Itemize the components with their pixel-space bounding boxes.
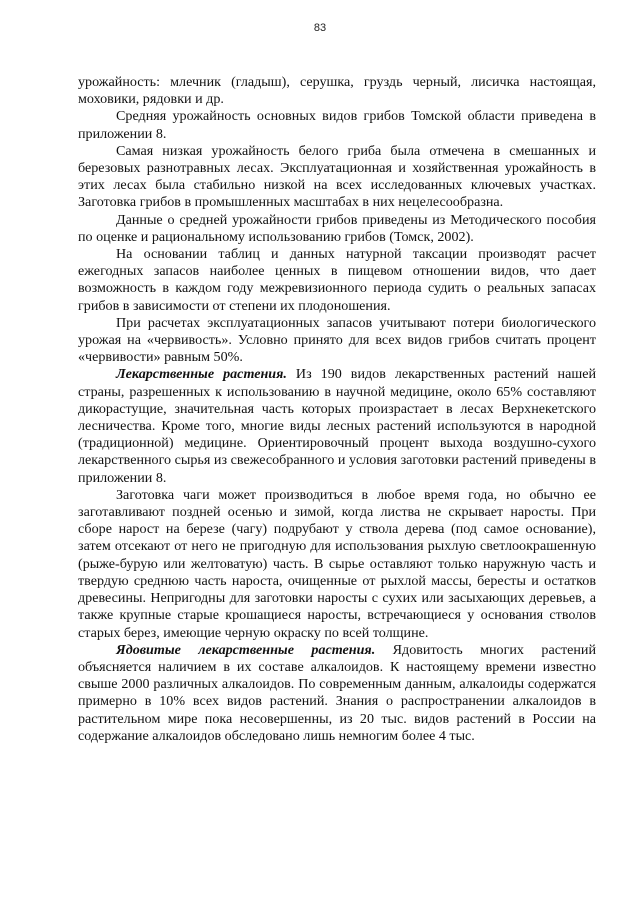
paragraph xyxy=(78,366,596,486)
paragraph-text: урожайность: млечник (гладыш), серушка, груздь черный, лисичка настоящая, моховики, рядовки и др. xyxy=(78,74,596,108)
paragraph-text: Из 190 видов лекарственных растений нашей страны, разрешенных к использованию в научной медицине, около 65% составляют дикорастущие, значительная часть которых произрастает в лесах Верхнекетского лесничества. Кроме того, многие виды лесных растений используются в народной (традиционной) медицине. Ориентировочный процент выхода воздушно-сухого лекарственного сырья из свежесобранного и условия заготовки растений приведены в приложении 8. xyxy=(78,366,596,486)
paragraph-text: Данные о средней урожайности грибов приведены из Методического пособия по оценке и рациональному использованию грибов (Томск, 2002). xyxy=(78,211,596,245)
paragraph-text: При расчетах эксплуатационных запасов учитывают потери биологического урожая на «червивость». Условно принято для всех видов грибов считать процент «червивости» равным 50%. xyxy=(78,314,596,366)
section-heading: Ядовитые лекарственные растения. xyxy=(116,641,376,658)
paragraph-text: Ядовитость многих растений объясняется наличием в их составе алкалоидов. К настоящему времени известно свыше 2000 различных алкалоидов. По современным данным, алкалоиды содержатся примерно в 10% всех видов растений. Знания о распространении алкалоидов в растительном мире пока несовершенны, из 20 тыс. видов растений в России на содержание алкалоидов обследовано лишь немногим более 4 тыс. xyxy=(78,641,596,744)
paragraph xyxy=(78,108,596,142)
paragraph xyxy=(78,143,596,212)
paragraph xyxy=(78,487,596,642)
paragraph xyxy=(78,315,596,367)
paragraph-text: На основании таблиц и данных натурной таксации производят расчет ежегодных запасов наиболее ценных в пищевом отношении видов, что дает возможность в каждом году межревизионного периода судить о реальных запасах грибов в зависимости от степени их плодоношения. xyxy=(78,246,596,314)
paragraph xyxy=(78,246,596,315)
section-heading: Лекарственные растения. xyxy=(116,366,287,383)
paragraph-text: Заготовка чаги может производиться в любое время года, но обычно ее заготавливают поздней осенью и зимой, когда листва не скрывает наросты. При сборе нарост на березе (чагу) подрубают у ствола дерева (под самое основание), затем отсекают от него не пригодную для использования рыхлую светлоокрашенную (рыже-бурую или желтоватую) часть. В сырье оставляют только наружную часть и твердую среднюю часть нароста, очищенные от рыхлой массы, бересты и остатков древесины. Непригодны для заготовки наросты с сухих или засыхающих деревьев, а также крупные старые крошащиеся наросты, встречающиеся у основания стволов старых берез, имеющие черную окраску по всей толщине. xyxy=(78,486,596,641)
paragraph-text: Средняя урожайность основных видов грибов Томской области приведена в приложении 8. xyxy=(78,108,596,142)
paragraph xyxy=(78,74,596,108)
paragraph-text: Самая низкая урожайность белого гриба была отмечена в смешанных и березовых разнотравных лесах. Эксплуатационная и хозяйственная урожайность в этих лесах была стабильно низкой на всех исследованных ключевых участках. Заготовка грибов в промышленных масштабах в них нецелесообразна. xyxy=(78,142,596,211)
paragraph xyxy=(78,642,596,745)
paragraph xyxy=(78,212,596,246)
body-text xyxy=(78,74,596,745)
page-number: 83 xyxy=(313,22,327,34)
